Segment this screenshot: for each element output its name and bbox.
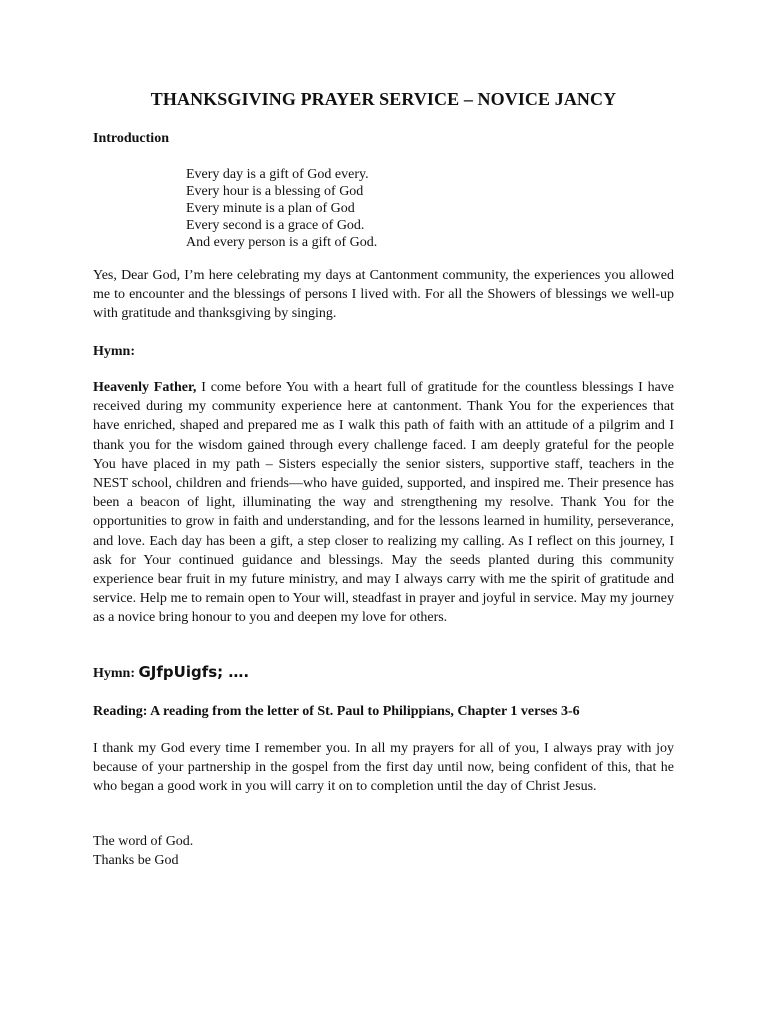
hymn-label: Hymn: xyxy=(93,666,139,681)
document-title: THANKSGIVING PRAYER SERVICE – NOVICE JANCY xyxy=(150,89,617,109)
hymn-song-title: GJfpUigfs; …. xyxy=(138,663,250,681)
poem-line: And every person is a gift of God. xyxy=(186,235,378,250)
hymn-heading: Hymn: xyxy=(93,344,135,359)
reading-paragraph: I thank my God every time I remember you. In all my prayers for all of you, I always pray with joy because of your partnership in the gospel from the first day until now, being confident of this, that he who began a good work in you will carry it on to completion until the day of Christ Jesus. xyxy=(93,741,674,795)
prayer-text: I come before You with a heart full of gratitude for the countless blessings I have received during my community experience here at cantonment. Thank You for the experiences that have enriched, shaped and prepared me as I walk this path of faith with an attitude of a pilgrim and I thank you for the wisdom gained through every challenge faced. I am deeply grateful for the people You have placed in my path – Sisters especially the senior sisters, supportive staff, teachers in the NEST school, children and friends—who have guided, supported, and inspired me. Their presence has been a beacon of light, illuminating the way and strengthening my resolve. Thank You for the opportunities to grow in faith and understanding, and for the lessons learned in humility, perseverance, and love. Each day has been a gift, a step closer to realizing my calling. As I reflect on this journey, I ask for Your continued guidance and blessings. May the seeds planted during this community experience bear fruit in my future ministry, and may I always carry with me the spirit of gratitude and service. Help me to remain open to Your will, steadfast in prayer and joyful in service. May my journey as a novice bring honour to you and deepen my love for others. xyxy=(93,380,674,626)
prayer-paragraph xyxy=(93,378,674,628)
poem-line: Every hour is a blessing of God xyxy=(186,184,364,199)
poem-line: Every second is a grace of God. xyxy=(186,218,365,233)
introduction-paragraph: Yes, Dear God, I’m here celebrating my days at Cantonment community, the experiences you allowed me to encounter and the blessings of persons I lived with. For all the Showers of blessings we well-up with gratitude and thanksgiving by singing. xyxy=(93,268,674,322)
poem-line: Every minute is a plan of God xyxy=(186,201,355,216)
poem-line: Every day is a gift of God every. xyxy=(186,167,369,182)
introduction-heading: Introduction xyxy=(93,131,169,146)
reading-response: Thanks be God xyxy=(93,853,179,868)
prayer-lead: Heavenly Father, xyxy=(93,380,197,395)
reading-heading: Reading: A reading from the letter of St. Paul to Philippians, Chapter 1 verses 3-6 xyxy=(93,704,580,719)
introduction-poem xyxy=(186,166,377,251)
reading-closing: The word of God. xyxy=(93,834,194,849)
hymn-song-line xyxy=(93,663,249,682)
